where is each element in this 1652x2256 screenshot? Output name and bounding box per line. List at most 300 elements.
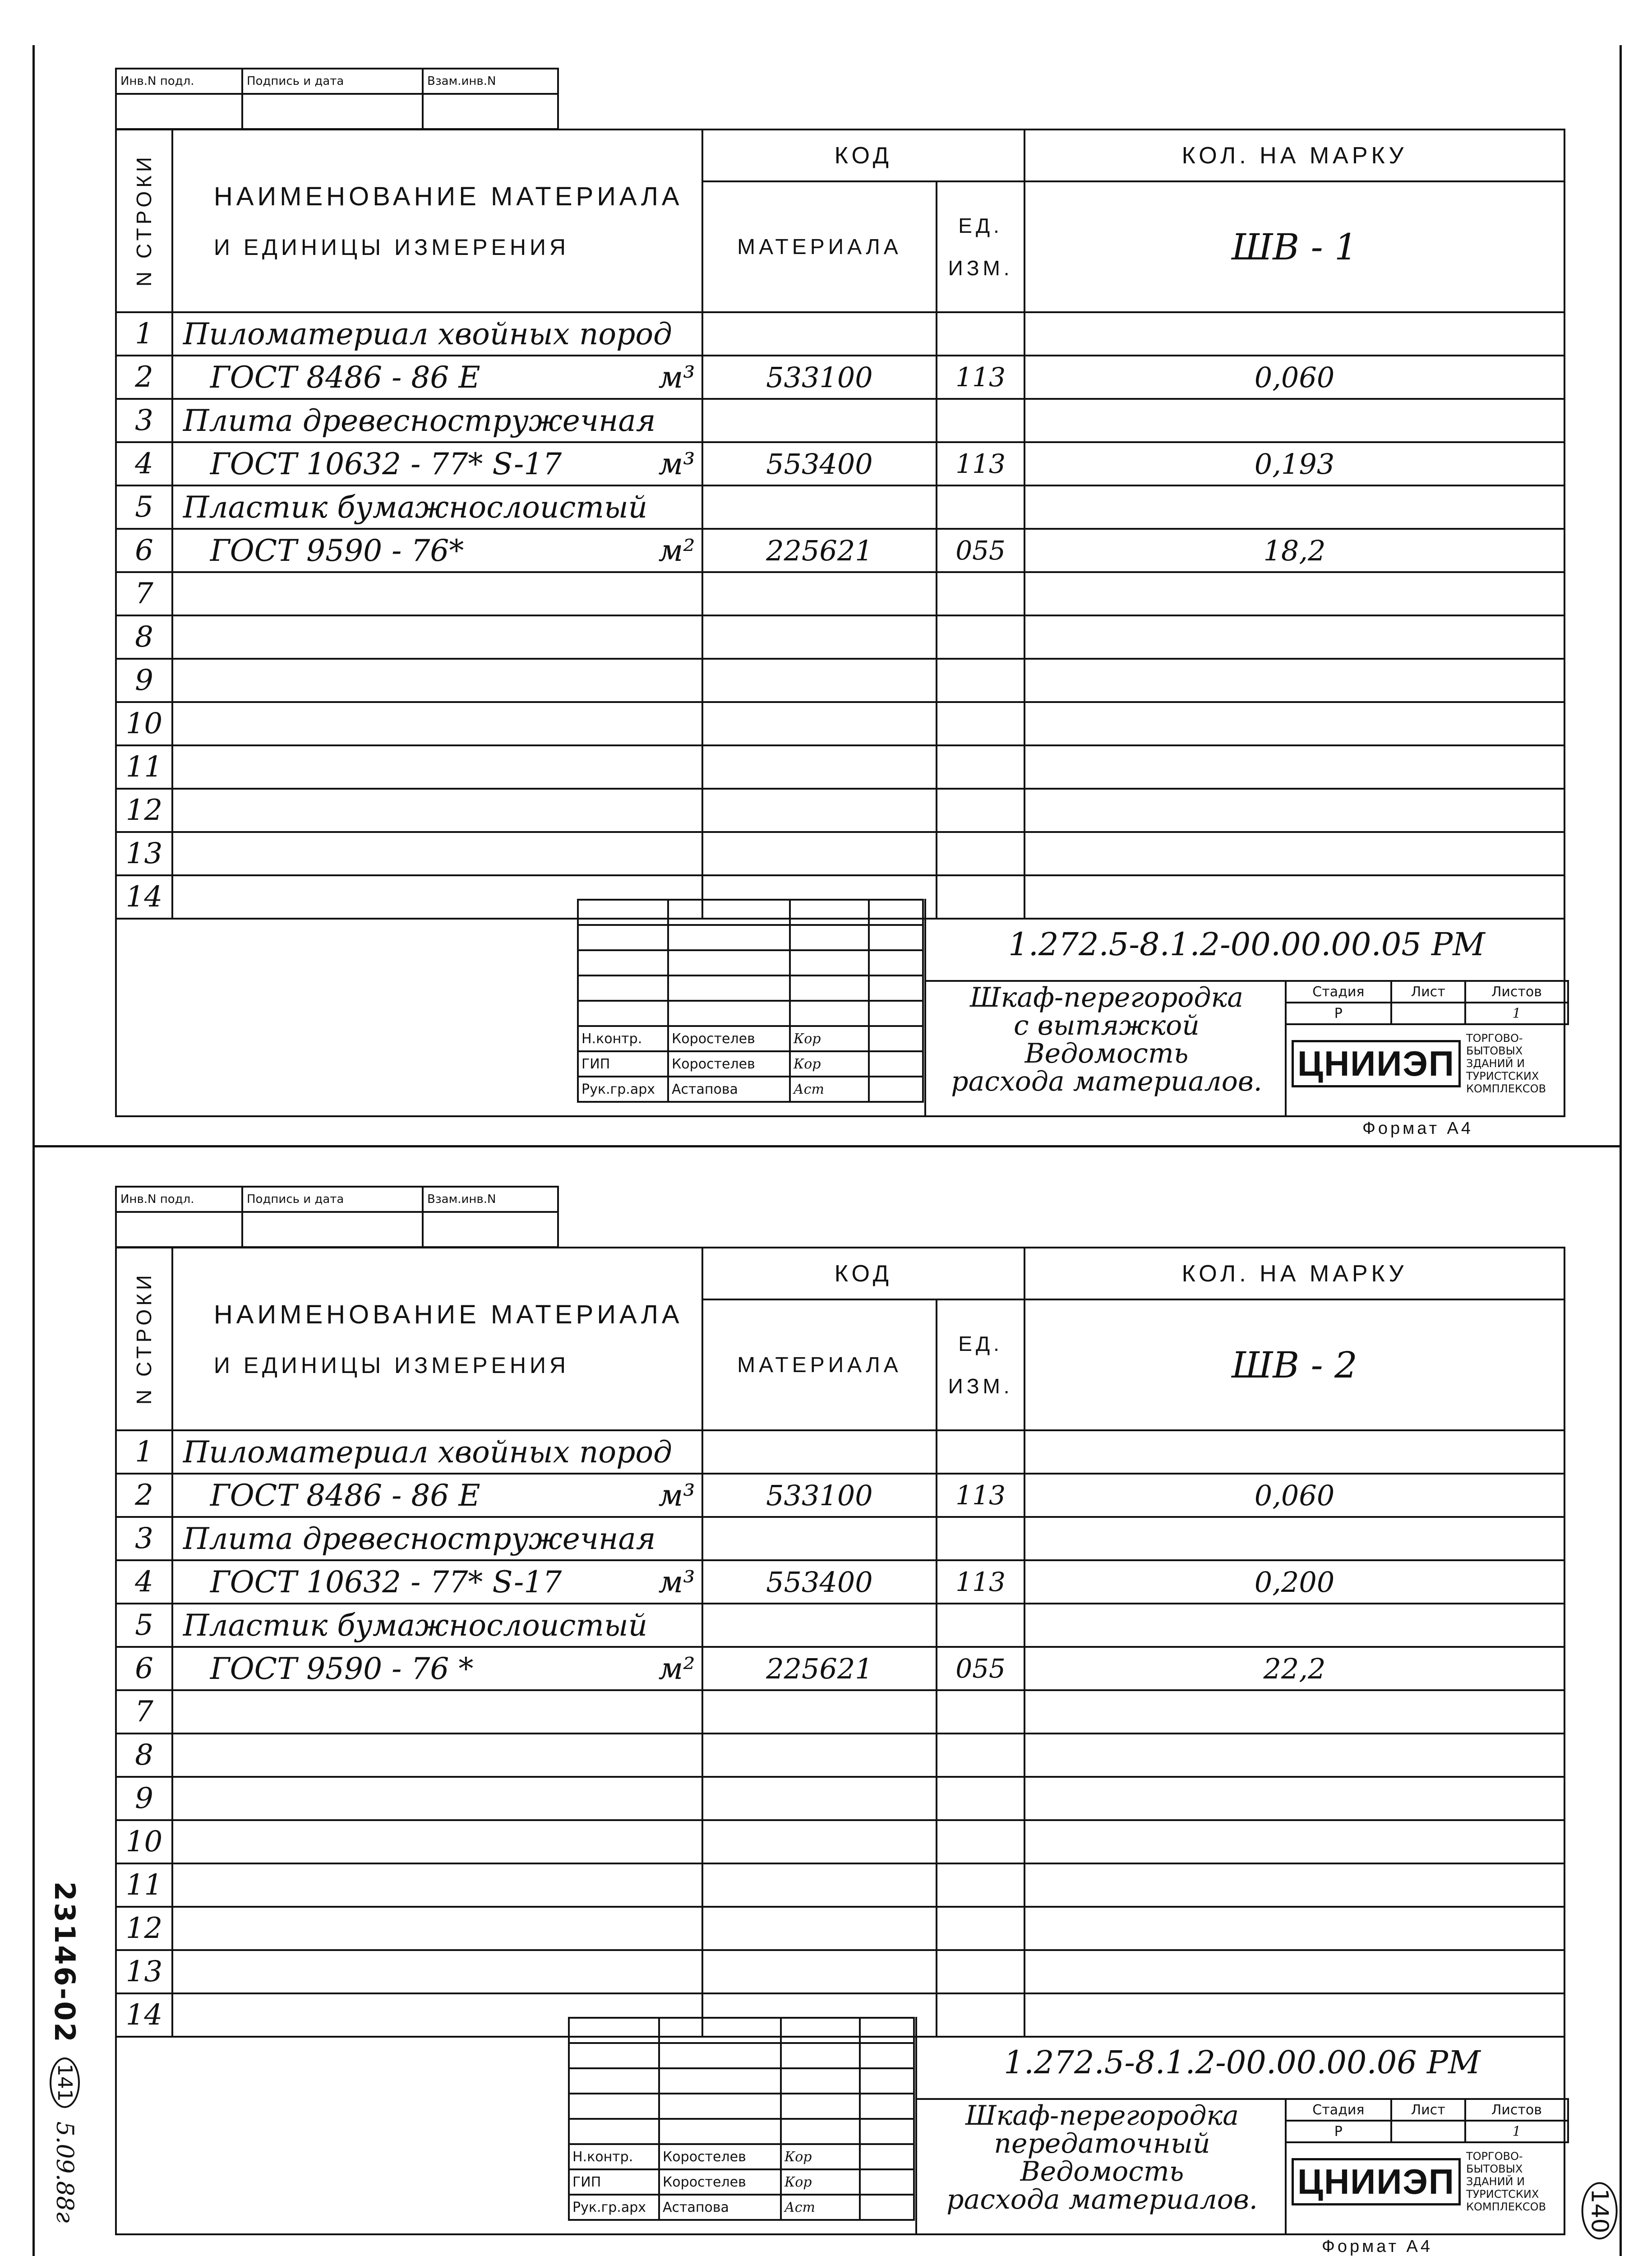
material-name [172, 1560, 702, 1604]
rev-cell [860, 2043, 914, 2068]
role-nkontr: Н.контр. [569, 2144, 659, 2169]
doc-title [922, 2102, 1283, 2214]
material-code: 553400 [702, 1560, 937, 1604]
revision-table [577, 899, 924, 1103]
signature-rukgr: Аст [781, 2195, 860, 2220]
header-unit-l1: ЕД. [958, 1332, 1003, 1355]
material-name-text [183, 1911, 210, 1946]
header-material: МАТЕРИАЛА [702, 181, 937, 312]
materials-rows [116, 312, 1564, 919]
material-name [172, 1777, 702, 1820]
quantity [1024, 1863, 1564, 1907]
material-code [702, 312, 937, 356]
unit-code [937, 615, 1024, 659]
sheets-value: 1 [1465, 2121, 1568, 2142]
rev-cell [781, 2068, 860, 2094]
header-code: КОД [702, 129, 1024, 181]
title-block [115, 901, 1565, 1117]
unit-code: 113 [937, 1560, 1024, 1604]
unit-code [937, 399, 1024, 442]
header-row-no [116, 129, 172, 312]
row-number: 9 [116, 1777, 172, 1820]
unit-code [937, 702, 1024, 745]
header-unit-l2: ИЗМ. [948, 1374, 1013, 1398]
table-row [116, 1907, 1564, 1950]
material-name [172, 1604, 702, 1647]
date-nkontr [860, 2144, 914, 2169]
row-number: 4 [116, 442, 172, 485]
material-name-text: Пластик бумажнослоистый [183, 1608, 648, 1643]
title-line1: Шкаф-перегородка [965, 2100, 1239, 2131]
table-row [116, 1863, 1564, 1907]
row-number: 8 [116, 1734, 172, 1777]
table-row [116, 832, 1564, 875]
org-logo: ЦНИИЭП [1292, 2158, 1461, 2205]
material-name [172, 615, 702, 659]
sheets-value: 1 [1465, 1003, 1568, 1024]
measure-unit: м³ [658, 360, 695, 395]
unit-code [937, 1820, 1024, 1863]
material-name [172, 1863, 702, 1907]
unit-code [937, 572, 1024, 615]
org-logo: ЦНИИЭП [1292, 1040, 1461, 1087]
material-code: 533100 [702, 356, 937, 399]
row-number: 14 [116, 875, 172, 919]
material-name [172, 659, 702, 702]
quantity [1024, 1517, 1564, 1560]
table-row [116, 529, 1564, 572]
org-line: ТУРИСТСКИХ [1466, 1070, 1539, 1082]
rev-cell [869, 1001, 923, 1026]
row-number: 3 [116, 1517, 172, 1560]
row-number: 6 [116, 529, 172, 572]
quantity [1024, 789, 1564, 832]
material-code: 553400 [702, 442, 937, 485]
header-code: КОД [702, 1248, 1024, 1299]
measure-unit: м³ [658, 446, 695, 481]
rev-cell [869, 900, 923, 925]
role-nkontr: Н.контр. [578, 1026, 668, 1051]
quantity: 0,060 [1024, 356, 1564, 399]
unit-code [937, 1430, 1024, 1474]
material-name-text: Плита древесностружечная [183, 1521, 656, 1556]
approval-stamp [115, 1186, 559, 1248]
rev-cell [668, 975, 790, 1001]
name-gip: Коростелев [668, 1051, 790, 1077]
material-name-text: Пиломатериал хвойных пород [183, 316, 672, 351]
material-name-text: ГОСТ 10632 - 77* S-17 [210, 1564, 562, 1600]
rev-cell [659, 2043, 781, 2068]
row-number: 9 [116, 659, 172, 702]
material-code [702, 832, 937, 875]
stamp-inv: Инв.N подл. [116, 69, 242, 94]
header-name [172, 1248, 702, 1430]
doc-code: 1.272.5-8.1.2-00.00.00.05 РМ [1008, 926, 1485, 963]
material-code [702, 789, 937, 832]
unit-code: 113 [937, 442, 1024, 485]
material-code [702, 1950, 937, 1993]
table-row [116, 745, 1564, 789]
unit-code [937, 1863, 1024, 1907]
title-line1: Шкаф-перегородка [970, 982, 1243, 1013]
row-number: 14 [116, 1993, 172, 2037]
sheets-label: Листов [1465, 981, 1568, 1003]
measure-unit: м² [658, 1651, 695, 1686]
quantity [1024, 312, 1564, 356]
unit-code [937, 1777, 1024, 1820]
material-code [702, 1863, 937, 1907]
role-rukgr: Рук.гр.арх [578, 1077, 668, 1102]
stamp-sign: Подпись и дата [242, 1187, 423, 1212]
quantity [1024, 399, 1564, 442]
material-code [702, 1734, 937, 1777]
row-number: 3 [116, 399, 172, 442]
rev-cell [668, 950, 790, 975]
rev-cell [659, 2094, 781, 2119]
material-code [702, 1604, 937, 1647]
unit-code [937, 1604, 1024, 1647]
rev-cell [790, 950, 869, 975]
title-line4: расхода материалов. [951, 1066, 1262, 1097]
material-name [172, 1907, 702, 1950]
table-row [116, 1734, 1564, 1777]
material-code [702, 572, 937, 615]
header-row-no [116, 1248, 172, 1430]
org-block [1292, 2150, 1567, 2213]
rev-cell [668, 925, 790, 950]
table-row [116, 442, 1564, 485]
rev-cell [668, 1001, 790, 1026]
unit-code [937, 832, 1024, 875]
org-line: ЗДАНИЙ И [1466, 2175, 1525, 2188]
date-rukgr [860, 2195, 914, 2220]
table-row [116, 1517, 1564, 1560]
quantity [1024, 1604, 1564, 1647]
title-right-area [924, 899, 1567, 1115]
table-row [116, 312, 1564, 356]
material-code: 225621 [702, 529, 937, 572]
unit-code: 055 [937, 529, 1024, 572]
org-line: ТОРГОВО-БЫТОВЫХ [1466, 1032, 1523, 1057]
rev-cell [790, 900, 869, 925]
material-name [172, 702, 702, 745]
header-name-line1: НАИМЕНОВАНИЕ МАТЕРИАЛА [213, 182, 683, 211]
rev-cell [569, 2018, 659, 2043]
rev-cell [578, 900, 668, 925]
row-number: 12 [116, 789, 172, 832]
rev-cell [869, 950, 923, 975]
quantity [1024, 745, 1564, 789]
material-name [172, 1430, 702, 1474]
rev-cell [860, 2119, 914, 2144]
format-label: Формат А4 [1362, 1119, 1474, 1138]
rev-cell [860, 2068, 914, 2094]
rev-cell [569, 2043, 659, 2068]
org-line: ТОРГОВО-БЫТОВЫХ [1466, 2150, 1523, 2175]
header-mark: ШВ - 2 [1024, 1299, 1564, 1430]
unit-code [937, 312, 1024, 356]
material-code [702, 659, 937, 702]
role-rukgr: Рук.гр.арх [569, 2195, 659, 2220]
rev-cell [659, 2018, 781, 2043]
rev-cell [781, 2119, 860, 2144]
table-row [116, 1474, 1564, 1517]
sheet-label: Лист [1391, 981, 1465, 1003]
measure-unit: м³ [658, 1478, 695, 1513]
material-code [702, 1777, 937, 1820]
quantity [1024, 1777, 1564, 1820]
header-name-line2: И ЕДИНИЦЫ ИЗМЕРЕНИЯ [213, 1353, 570, 1378]
material-name [172, 572, 702, 615]
quantity: 0,193 [1024, 442, 1564, 485]
material-code [702, 702, 937, 745]
quantity [1024, 1950, 1564, 1993]
material-code: 225621 [702, 1647, 937, 1690]
approval-stamp [115, 68, 559, 130]
header-unit-l2: ИЗМ. [948, 256, 1013, 280]
quantity [1024, 485, 1564, 529]
table-row [116, 789, 1564, 832]
material-code [702, 1907, 937, 1950]
material-code [702, 1690, 937, 1734]
table-row [116, 399, 1564, 442]
doc-code: 1.272.5-8.1.2-00.00.00.06 РМ [1004, 2044, 1481, 2081]
margin-note [48, 1882, 81, 2223]
stamp-cell [423, 94, 558, 129]
quantity: 22,2 [1024, 1647, 1564, 1690]
title-line3: Ведомость [1020, 2156, 1184, 2187]
table-row [116, 1560, 1564, 1604]
rev-cell [569, 2094, 659, 2119]
header-qty: КОЛ. НА МАРКУ [1024, 129, 1564, 181]
stamp-inv: Инв.N подл. [116, 1187, 242, 1212]
margin-signature-date: 5.09.88г [51, 2121, 78, 2223]
material-name [172, 529, 702, 572]
row-number: 4 [116, 1560, 172, 1604]
table-row [116, 572, 1564, 615]
quantity [1024, 615, 1564, 659]
role-gip: ГИП [578, 1051, 668, 1077]
header-mark: ШВ - 1 [1024, 181, 1564, 312]
stamp-cell [116, 94, 242, 129]
rev-cell [781, 2018, 860, 2043]
measure-unit: м³ [658, 1564, 695, 1600]
unit-code [937, 789, 1024, 832]
material-name-text [183, 1738, 210, 1773]
row-number: 6 [116, 1647, 172, 1690]
header-name-line1: НАИМЕНОВАНИЕ МАТЕРИАЛА [213, 1300, 683, 1329]
material-name-text [183, 1825, 210, 1859]
rev-cell [578, 1001, 668, 1026]
row-number: 11 [116, 1863, 172, 1907]
material-name-text [183, 793, 210, 828]
table-row [116, 1950, 1564, 1993]
material-name [172, 1820, 702, 1863]
row-number: 8 [116, 615, 172, 659]
rev-cell [668, 900, 790, 925]
org-name [1466, 1032, 1567, 1095]
stamp-cell [242, 94, 423, 129]
stage-label: Стадия [1286, 2099, 1391, 2121]
unit-code: 113 [937, 1474, 1024, 1517]
material-name-text [183, 707, 210, 741]
material-name [172, 356, 702, 399]
row-number: 2 [116, 1474, 172, 1517]
name-nkontr: Коростелев [668, 1026, 790, 1051]
row-number: 1 [116, 312, 172, 356]
header-name [172, 129, 702, 312]
material-name [172, 745, 702, 789]
table-row [116, 1690, 1564, 1734]
name-gip: Коростелев [659, 2169, 781, 2195]
row-number: 11 [116, 745, 172, 789]
date-gip [860, 2169, 914, 2195]
unit-code [937, 1517, 1024, 1560]
table-row [116, 1604, 1564, 1647]
rev-cell [781, 2043, 860, 2068]
material-name-text: ГОСТ 8486 - 86 Е [210, 360, 480, 395]
stamp-cell [242, 1212, 423, 1247]
org-line: ТУРИСТСКИХ [1466, 2188, 1539, 2201]
material-name-text: Пластик бумажнослоистый [183, 490, 648, 525]
stamp-cell [116, 1212, 242, 1247]
stamp-sign: Подпись и дата [242, 69, 423, 94]
material-name-text: Пиломатериал хвойных пород [183, 1434, 672, 1470]
org-line: КОМПЛЕКСОВ [1466, 2201, 1546, 2213]
material-name [172, 485, 702, 529]
stage-label: Стадия [1286, 981, 1391, 1003]
header-qty: КОЛ. НА МАРКУ [1024, 1248, 1564, 1299]
row-number: 7 [116, 1690, 172, 1734]
material-code [702, 1820, 937, 1863]
material-code [702, 1517, 937, 1560]
title-line4: расхода материалов. [946, 2184, 1258, 2215]
unit-code [937, 745, 1024, 789]
header-name-line2: И ЕДИНИЦЫ ИЗМЕРЕНИЯ [213, 235, 570, 260]
unit-code [937, 659, 1024, 702]
quantity [1024, 832, 1564, 875]
materials-table [115, 1247, 1565, 2038]
unit-code [937, 1690, 1024, 1734]
material-name [172, 1734, 702, 1777]
sheet-value [1391, 2121, 1465, 2142]
material-code: 533100 [702, 1474, 937, 1517]
row-number: 7 [116, 572, 172, 615]
signature-gip: Кор [781, 2169, 860, 2195]
rev-cell [578, 925, 668, 950]
stage-value: Р [1286, 2121, 1391, 2142]
rev-cell [790, 1001, 869, 1026]
signature-gip: Кор [790, 1051, 869, 1077]
material-name [172, 832, 702, 875]
material-name [172, 1647, 702, 1690]
header-material: МАТЕРИАЛА [702, 1299, 937, 1430]
unit-code: 113 [937, 356, 1024, 399]
date-rukgr [869, 1077, 923, 1102]
sheet-label: Лист [1391, 2099, 1465, 2121]
signature-nkontr: Кор [781, 2144, 860, 2169]
material-code [702, 745, 937, 789]
table-row [116, 615, 1564, 659]
stage-table [1285, 980, 1569, 1025]
material-name [172, 442, 702, 485]
title-block [115, 2019, 1565, 2235]
table-row [116, 702, 1564, 745]
materials-rows [116, 1430, 1564, 2037]
row-number: 1 [116, 1430, 172, 1474]
stage-table [1285, 2098, 1569, 2143]
material-name [172, 399, 702, 442]
header-row-no-text: N СТРОКИ [132, 1271, 156, 1405]
material-name-text [183, 620, 210, 655]
name-rukgr: Астапова [659, 2195, 781, 2220]
sheet-value [1391, 1003, 1465, 1024]
title-right-area [915, 2017, 1567, 2233]
quantity [1024, 1820, 1564, 1863]
unit-code [937, 1950, 1024, 1993]
header-unit [937, 1299, 1024, 1430]
material-name-text: ГОСТ 10632 - 77* S-17 [210, 446, 562, 481]
rev-cell [569, 2068, 659, 2094]
material-name [172, 1950, 702, 1993]
signature-nkontr: Кор [790, 1026, 869, 1051]
unit-code [937, 1734, 1024, 1777]
org-line: ЗДАНИЙ И [1466, 1057, 1525, 1070]
unit-code [937, 1907, 1024, 1950]
materials-table [115, 129, 1565, 920]
stamp-repl: Взам.инв.N [423, 1187, 558, 1212]
table-row [116, 1777, 1564, 1820]
measure-unit: м² [658, 533, 695, 568]
quantity [1024, 1734, 1564, 1777]
header-row-no-text: N СТРОКИ [132, 153, 156, 287]
row-number: 10 [116, 702, 172, 745]
table-row [116, 1820, 1564, 1863]
title-line2: передаточный [994, 2128, 1210, 2159]
rev-cell [781, 2094, 860, 2119]
material-name [172, 312, 702, 356]
material-name-text: ГОСТ 9590 - 76 * [210, 1651, 474, 1686]
rev-cell [869, 975, 923, 1001]
row-number: 13 [116, 832, 172, 875]
material-name-text: ГОСТ 8486 - 86 Е [210, 1478, 480, 1513]
table-row [116, 356, 1564, 399]
quantity [1024, 1690, 1564, 1734]
header-unit [937, 181, 1024, 312]
org-line: КОМПЛЕКСОВ [1466, 1082, 1546, 1095]
rev-cell [578, 975, 668, 1001]
table-row [116, 485, 1564, 529]
rev-cell [569, 2119, 659, 2144]
quantity: 18,2 [1024, 529, 1564, 572]
unit-code [937, 485, 1024, 529]
rev-cell [860, 2094, 914, 2119]
album-number: 23146-02 [48, 1882, 81, 2044]
org-name [1466, 2150, 1567, 2213]
row-number: 2 [116, 356, 172, 399]
rev-cell [659, 2119, 781, 2144]
row-number: 5 [116, 1604, 172, 1647]
role-gip: ГИП [569, 2169, 659, 2195]
date-gip [869, 1051, 923, 1077]
revision-table [568, 2017, 915, 2221]
doc-title [931, 984, 1283, 1096]
quantity [1024, 659, 1564, 702]
stamp-cell [423, 1212, 558, 1247]
material-code [702, 399, 937, 442]
stage-value: Р [1286, 1003, 1391, 1024]
title-line2: с вытяжкой [1014, 1010, 1200, 1041]
